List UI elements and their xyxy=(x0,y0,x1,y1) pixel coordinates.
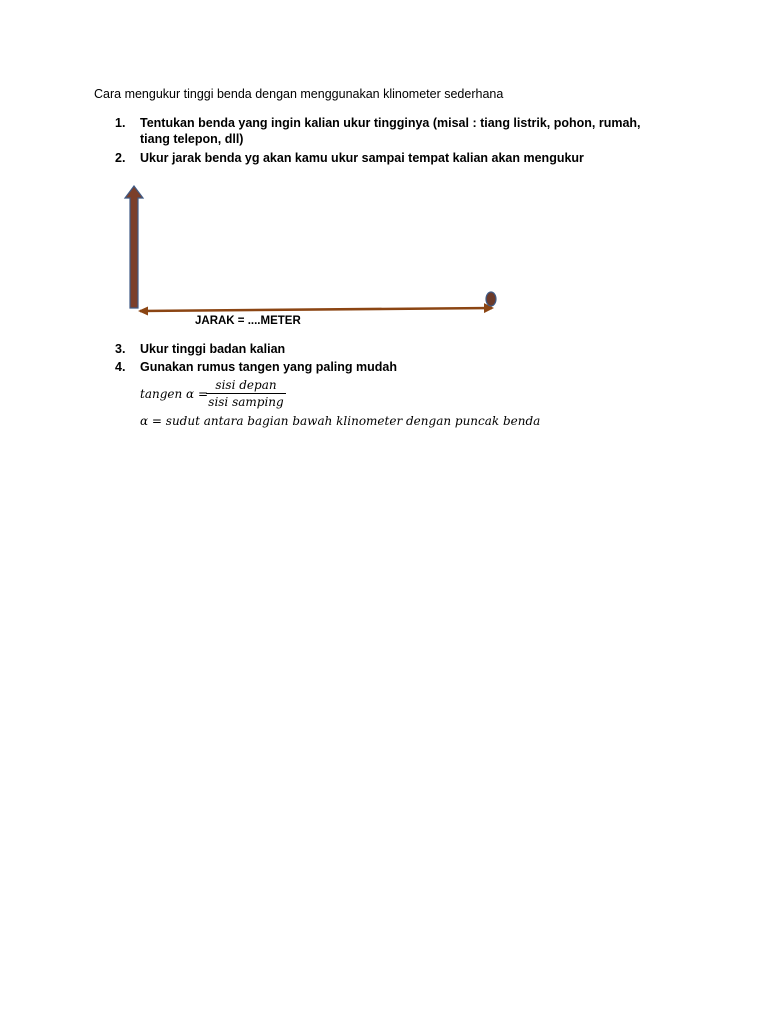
formula-lhs: tangen α = xyxy=(140,387,209,401)
step-number: 2. xyxy=(115,151,126,165)
measurement-diagram xyxy=(118,182,508,322)
step-text: Tentukan benda yang ingin kalian ukur tingginya (misal : tiang listrik, pohon, rumah, tiang telepon, dll) xyxy=(140,116,641,146)
document-title: Cara mengukur tinggi benda dengan menggunakan klinometer sederhana xyxy=(94,87,504,101)
distance-arrow-start-head xyxy=(138,307,148,316)
step-text: Gunakan rumus tangen yang paling mudah xyxy=(140,360,397,374)
step-number: 3. xyxy=(115,342,126,356)
step-number: 1. xyxy=(115,116,126,130)
object-height-arrow xyxy=(125,186,143,308)
alpha-definition: α = sudut antara bagian bawah klinometer dengan puncak benda xyxy=(140,414,541,428)
step-text: Ukur tinggi badan kalian xyxy=(140,342,286,356)
formula-denominator: sisi samping xyxy=(208,395,284,409)
formula-fraction xyxy=(206,378,286,409)
formula-numerator: sisi depan xyxy=(206,378,286,394)
observer-point xyxy=(486,292,496,306)
step-number: 4. xyxy=(115,360,126,374)
distance-label: JARAK = ....METER xyxy=(195,315,301,327)
step-text: Ukur jarak benda yg akan kamu ukur sampai tempat kalian akan mengukur xyxy=(140,151,584,165)
distance-arrow xyxy=(140,308,492,311)
